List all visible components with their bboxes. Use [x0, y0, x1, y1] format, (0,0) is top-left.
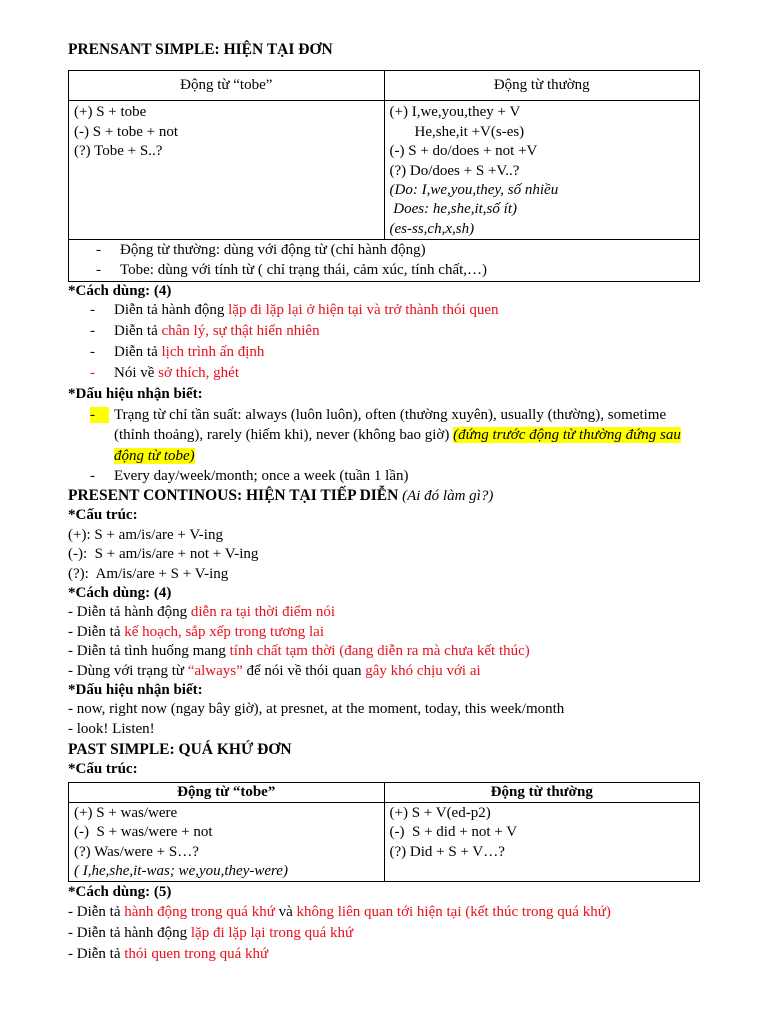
structure-positive: (+): S + am/is/are + V-ing — [68, 526, 223, 543]
section-title-present-simple: PRENSANT SIMPLE: HIỆN TẠI ĐƠN — [68, 41, 333, 58]
present-simple-table — [68, 70, 700, 282]
was-were-question: (?) Was/were + S…? — [74, 843, 199, 860]
usage-list — [68, 301, 700, 383]
document-page — [68, 40, 700, 965]
signs-heading: *Dấu hiệu nhận biết: — [68, 682, 203, 699]
list-item: - Diễn tả chân lý, sự thật hiển nhiên — [90, 323, 320, 340]
section-title-past-simple: PAST SIMPLE: QUÁ KHỨ ĐƠN — [68, 741, 292, 759]
tobe-question: (?) Tobe + S..? — [74, 143, 163, 160]
list-item: - Dùng với trạng từ “always” để nói về thói quan gây khó chịu với ai — [68, 662, 481, 679]
structure-negative: (-): S + am/is/are + not + V-ing — [68, 546, 259, 563]
es-note: (es-ss,ch,x,sh) — [389, 220, 475, 237]
was-were-note: ( I,he,she,it-was; we,you,they-were) — [74, 862, 288, 879]
list-item: - Diễn tả hành động lặp đi lặp lại ở hiện tại và trở thành thói quen — [90, 302, 499, 319]
list-item: - Every day/week/month; once a week (tuần 1 lần) — [90, 468, 409, 484]
list-item: - Diễn tả kế hoạch, sắp xếp trong tương lai — [68, 623, 324, 640]
signs-list — [68, 405, 700, 487]
verb-question: (?) Do/does + S +V..? — [389, 162, 520, 179]
verb-positive-singular: He,she,it +V(s-es) — [414, 123, 525, 140]
verb-negative: (-) S + do/does + not +V — [389, 143, 538, 160]
was-were-positive: (+) S + was/were — [74, 804, 178, 821]
table-cell-tobe-forms — [69, 101, 385, 240]
was-were-negative: (-) S + was/were + not — [74, 824, 213, 841]
table-cell-tobe-forms — [69, 802, 385, 882]
usage-heading: *Cách dùng: (4) — [68, 585, 172, 602]
list-item: - Nói về sở thích, ghét — [90, 365, 240, 382]
past-simple-table — [68, 782, 700, 883]
past-verb-question: (?) Did + S + V…? — [389, 843, 505, 860]
list-item: - Trạng từ chỉ tần suất: always (luôn luôn), often (thường xuyên), usually (thường), sometime (thỉnh thoảng), rarely (hiếm khi), never (không bao giờ) (đứng trước động từ thường đứng sau động từ tobe) — [90, 406, 681, 464]
table-cell-regular-forms — [384, 802, 700, 882]
table-cell-regular-forms — [384, 101, 700, 240]
past-verb-positive: (+) S + V(ed-p2) — [389, 804, 491, 821]
tobe-negative: (-) S + tobe + not — [74, 123, 178, 140]
section-title-present-continuous: PRESENT CONTINOUS: HIỆN TẠI TIẾP DIỄN (Ai đó làm gì?) — [68, 487, 494, 505]
usage-heading: *Cách dùng: (5) — [68, 884, 172, 901]
structure-heading: *Cấu trúc: — [68, 761, 138, 778]
list-item: - Diễn tả thói quen trong quá khứ — [68, 946, 269, 963]
list-item: - look! Listen! — [68, 720, 155, 737]
list-item: - Diễn tả lịch trình ấn định — [90, 344, 265, 361]
table-header-tobe: Động từ “tobe” — [69, 782, 385, 802]
signs-heading: *Dấu hiệu nhận biết: — [68, 386, 203, 403]
tobe-positive: (+) S + tobe — [74, 104, 147, 121]
list-item: - Động từ thường: dùng với động từ (chỉ hành động) — [96, 242, 426, 259]
list-item: - Diễn tả tình huống mang tính chất tạm thời (đang diễn ra mà chưa kết thúc) — [68, 643, 530, 660]
structure-question: (?): Am/is/are + S + V-ing — [68, 565, 229, 582]
list-item: - Diễn tả hành động trong quá khứ và không liên quan tới hiện tại (kết thúc trong quá khứ) — [68, 904, 611, 921]
list-item: - now, right now (ngay bây giờ), at presnet, at the moment, today, this week/month — [68, 701, 565, 718]
list-item: - Tobe: dùng với tính từ ( chỉ trạng thái, cảm xúc, tính chất,…) — [96, 261, 488, 278]
past-verb-negative: (-) S + did + not + V — [389, 824, 518, 841]
usage-heading: *Cách dùng: (4) — [68, 283, 172, 300]
structure-heading: *Cấu trúc: — [68, 507, 138, 524]
table-header-regular-verb: Động từ thường — [384, 71, 700, 101]
does-note: Does: he,she,it,số ít) — [389, 201, 517, 218]
table-header-tobe: Động từ “tobe” — [69, 71, 385, 101]
verb-positive-plural: (+) I,we,you,they + V — [389, 104, 521, 121]
list-item: - Diễn tả hành động diễn ra tại thời điểm nói — [68, 604, 336, 621]
do-note: (Do: I,we,you,they, số nhiều — [389, 182, 559, 199]
list-item: - Diễn tả hành động lặp đi lặp lại trong quá khứ — [68, 925, 354, 942]
table-header-regular-verb: Động từ thường — [384, 782, 700, 802]
table-notes-cell — [69, 240, 700, 282]
